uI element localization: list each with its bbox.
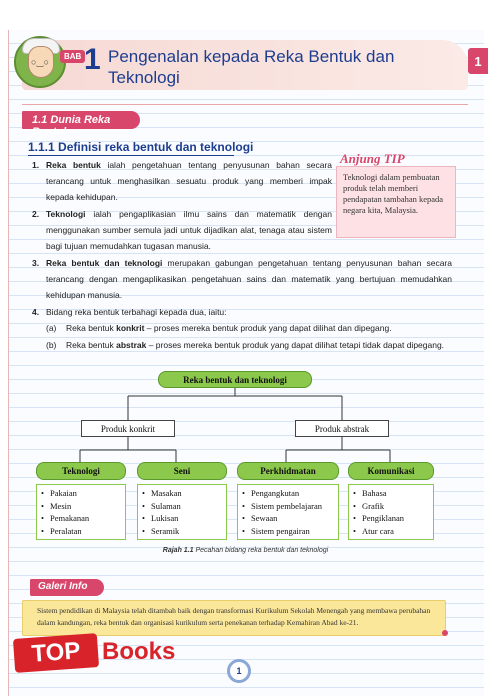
list-item: • Sistem pengairan <box>242 525 334 538</box>
item-term: Reka bentuk <box>46 160 101 170</box>
sub-item-post: – proses mereka bentuk produk yang dapat dilihat tetapi tidak dapat dipegang. <box>146 340 445 350</box>
chapter-number: 1 <box>84 43 101 76</box>
category-services: Perkhidmatan <box>237 462 339 480</box>
ruled-page <box>8 30 484 696</box>
tip-box <box>336 166 456 238</box>
category-communication: Komunikasi <box>348 462 434 480</box>
category-list-communication <box>348 484 434 540</box>
watermark-logo-books: Books <box>102 638 176 665</box>
list-item: • Pakaian <box>41 487 121 500</box>
subsection-underline <box>28 155 234 156</box>
list-item: • Pengiklanan <box>353 512 429 525</box>
list-item: • Pemakanan <box>41 512 121 525</box>
list-item: • Grafik <box>353 500 429 513</box>
subsection-title: 1.1.1 Definisi reka bentuk dan teknologi <box>28 140 254 154</box>
list-item: • Atur cara <box>353 525 429 538</box>
category-list-services <box>237 484 339 540</box>
chapter-title: Pengenalan kepada Reka Bentuk dan Teknologi <box>108 47 395 87</box>
diagram-root: Reka bentuk dan teknologi <box>158 371 312 388</box>
item-text: ialah pengaplikasian ilmu sains dan matematik dengan menggunakan sumber semula jadi untuk dijadikan alat, tenaga atau sistem bagi tujuan memudahkan tugasan manusia. <box>46 209 332 251</box>
item-term: Reka bentuk dan teknologi <box>46 258 163 268</box>
galeri-info-heading: Galeri Info <box>30 579 104 596</box>
item-number: 2. <box>32 209 40 219</box>
chapter-side-tab[interactable]: 1 <box>468 48 488 74</box>
bullet-dot <box>442 630 448 636</box>
category-art: Seni <box>137 462 227 480</box>
diagram-branch-abstract: Produk abstrak <box>295 420 389 437</box>
galeri-info-text: Sistem pendidikan di Malaysia telah ditambah baik dengan transformasi Kurikulum Sekolah Menengah yang membawa perubahan dalam kandungan, reka bentuk dan organisasi kurikulum serta penekanan terhadap Kemahiran Abad ke-21. <box>37 606 431 627</box>
category-list-art <box>137 484 227 540</box>
category-technology: Teknologi <box>36 462 126 480</box>
caption-label: Rajah 1.1 <box>162 547 194 554</box>
category-list-technology <box>36 484 126 540</box>
section-badge: 1.1 Dunia Reka Bentuk <box>22 111 140 129</box>
list-item: • Mesin <box>41 500 121 513</box>
item-term: Teknologi <box>46 209 86 219</box>
list-item: • Masakan <box>142 487 222 500</box>
galeri-info-box <box>22 600 446 636</box>
list-item: • Seramik <box>142 525 222 538</box>
sub-item-pre: Reka bentuk <box>66 323 117 333</box>
sub-item-term: konkrit <box>116 323 145 333</box>
watermark-logo-top: TOP <box>13 633 99 673</box>
item-number: 1. <box>32 160 40 170</box>
list-item: • Lukisan <box>142 512 222 525</box>
sub-item-post: – proses mereka bentuk produk yang dapat dilihat dan dipegang. <box>144 323 392 333</box>
caption-text: Pecahan bidang reka bentuk dan teknologi <box>193 547 329 554</box>
diagram-branch-concrete: Produk konkrit <box>81 420 175 437</box>
item-text: ialah pengetahuan tentang penyusunan bahan secara terancang untuk menghasilkan sesuatu produk yang memberi impak kepada kehidupan. <box>46 160 332 202</box>
bab-label: BAB <box>60 50 85 63</box>
sub-item-label: (a) <box>46 323 57 333</box>
item-number: 4. <box>32 307 40 317</box>
item-text: merupakan gabungan pengetahuan tentang penyusunan bahan secara terancang dengan mengaplikasikan pengetahuan sains dan matematik yang bertujuan memudahkan kehidupan manusia. <box>46 258 452 300</box>
tip-text: Teknologi dalam pembuatan produk telah memberi pendapatan tambahan kepada negara kita, Malaysia. <box>343 172 444 215</box>
divider <box>22 104 468 105</box>
sub-item-term: abstrak <box>116 340 147 350</box>
list-item: • Sulaman <box>142 500 222 513</box>
sub-item-pre: Reka bentuk <box>66 340 117 350</box>
list-item: • Sistem pembelajaran <box>242 500 334 513</box>
list-item: • Pengangkutan <box>242 487 334 500</box>
list-item: • Sewaan <box>242 512 334 525</box>
item-number: 3. <box>32 258 40 268</box>
sub-item-label: (b) <box>46 340 57 350</box>
list-item: • Peralatan <box>41 525 121 538</box>
item-text: Bidang reka bentuk terbahagi kepada dua, iaitu: <box>46 307 227 317</box>
tip-heading: Anjung TIP <box>340 151 405 166</box>
page-number: 1 <box>227 659 251 683</box>
diagram-caption <box>0 547 491 554</box>
glasses-icon: ○‿○ <box>31 57 50 67</box>
list-item: • Bahasa <box>353 487 429 500</box>
